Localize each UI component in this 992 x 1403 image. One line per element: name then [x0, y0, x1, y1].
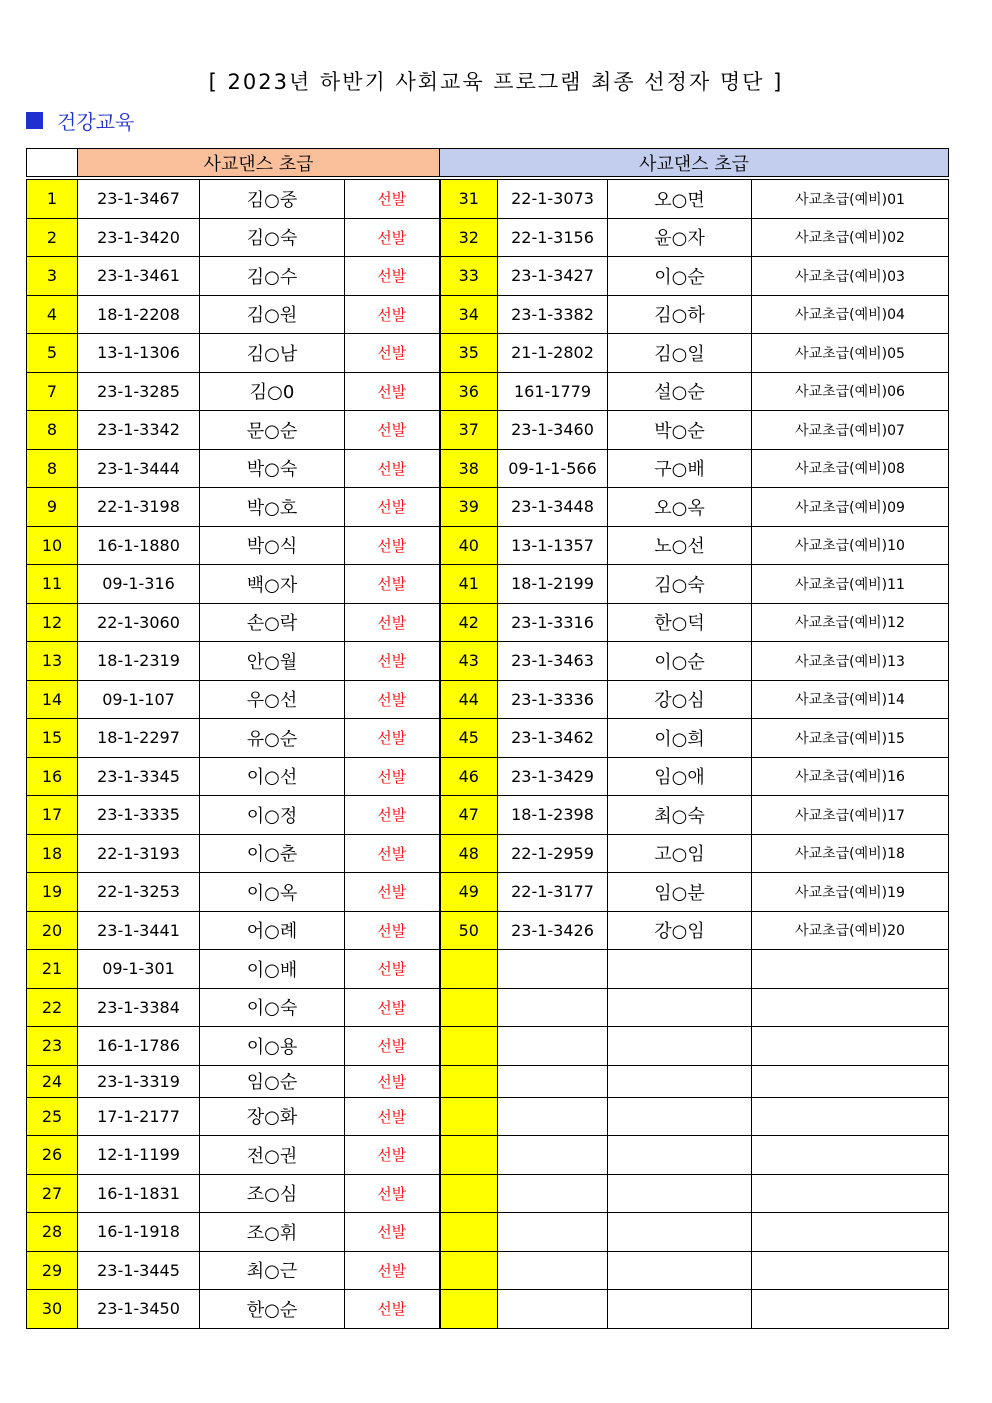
right-status-cell: 사교초급(예비)06: [752, 372, 949, 411]
right-code-cell: [498, 1136, 608, 1175]
left-code-cell: 23-1-3420: [78, 218, 200, 257]
right-number-cell: 44: [440, 680, 498, 719]
left-status-cell: 선발: [345, 1213, 440, 1252]
right-number-cell: 49: [440, 873, 498, 912]
right-status-cell: 사교초급(예비)20: [752, 911, 949, 950]
table-row: [27, 1065, 949, 1097]
left-number-cell: 22: [27, 988, 78, 1027]
right-number-cell: 42: [440, 603, 498, 642]
table-row: [27, 1174, 949, 1213]
right-name-cell: 고○임: [608, 834, 752, 873]
right-code-cell: [498, 1290, 608, 1329]
right-status-cell: 사교초급(예비)14: [752, 680, 949, 719]
left-name-cell: 이○정: [200, 796, 345, 835]
right-number-cell: 46: [440, 757, 498, 796]
square-bullet-icon: [26, 112, 43, 129]
table-row: [27, 834, 949, 873]
right-number-cell: [440, 1097, 498, 1136]
right-name-cell: 강○심: [608, 680, 752, 719]
right-status-cell: 사교초급(예비)12: [752, 603, 949, 642]
header-right-title: 사교댄스 초급: [440, 149, 949, 177]
left-name-cell: 전○권: [200, 1136, 345, 1175]
right-code-cell: 22-1-3156: [498, 218, 608, 257]
right-code-cell: 23-1-3460: [498, 411, 608, 450]
left-code-cell: 09-1-316: [78, 565, 200, 604]
left-number-cell: 8: [27, 449, 78, 488]
left-code-cell: 09-1-301: [78, 950, 200, 989]
left-name-cell: 이○춘: [200, 834, 345, 873]
right-status-cell: [752, 1065, 949, 1097]
table-row: [27, 411, 949, 450]
right-status-cell: [752, 950, 949, 989]
left-name-cell: 최○근: [200, 1251, 345, 1290]
right-code-cell: 23-1-3427: [498, 257, 608, 296]
right-status-cell: [752, 1097, 949, 1136]
section-heading: [26, 106, 134, 135]
left-code-cell: 23-1-3445: [78, 1251, 200, 1290]
header-corner: [27, 149, 78, 177]
right-code-cell: 23-1-3316: [498, 603, 608, 642]
right-code-cell: 18-1-2199: [498, 565, 608, 604]
left-number-cell: 12: [27, 603, 78, 642]
left-code-cell: 23-1-3467: [78, 180, 200, 219]
table-row: [27, 757, 949, 796]
left-name-cell: 김○숙: [200, 218, 345, 257]
left-status-cell: 선발: [345, 834, 440, 873]
left-status-cell: 선발: [345, 911, 440, 950]
table-header: [26, 148, 949, 177]
left-number-cell: 10: [27, 526, 78, 565]
left-name-cell: 백○자: [200, 565, 345, 604]
left-code-cell: 23-1-3319: [78, 1065, 200, 1097]
left-name-cell: 박○식: [200, 526, 345, 565]
right-number-cell: 38: [440, 449, 498, 488]
right-number-cell: 31: [440, 180, 498, 219]
left-name-cell: 김○0: [200, 372, 345, 411]
table-row: [27, 526, 949, 565]
left-code-cell: 16-1-1831: [78, 1174, 200, 1213]
right-number-cell: 35: [440, 334, 498, 373]
left-name-cell: 김○원: [200, 295, 345, 334]
left-code-cell: 16-1-1786: [78, 1027, 200, 1066]
right-code-cell: 23-1-3462: [498, 719, 608, 758]
table-row: [27, 642, 949, 681]
right-code-cell: 13-1-1357: [498, 526, 608, 565]
left-status-cell: 선발: [345, 334, 440, 373]
right-code-cell: [498, 1027, 608, 1066]
right-code-cell: 18-1-2398: [498, 796, 608, 835]
left-name-cell: 김○중: [200, 180, 345, 219]
section-label: 건강교육: [57, 110, 135, 134]
left-number-cell: 21: [27, 950, 78, 989]
left-status-cell: 선발: [345, 1065, 440, 1097]
right-name-cell: [608, 1174, 752, 1213]
right-status-cell: [752, 1174, 949, 1213]
left-status-cell: 선발: [345, 719, 440, 758]
table-row: [27, 1136, 949, 1175]
left-code-cell: 23-1-3285: [78, 372, 200, 411]
left-code-cell: 23-1-3444: [78, 449, 200, 488]
left-status-cell: 선발: [345, 372, 440, 411]
left-status-cell: 선발: [345, 180, 440, 219]
right-number-cell: 33: [440, 257, 498, 296]
page-title: [ 2023년 하반기 사회교육 프로그램 최종 선정자 명단 ]: [208, 70, 784, 94]
left-status-cell: 선발: [345, 873, 440, 912]
right-code-cell: 23-1-3448: [498, 488, 608, 527]
right-status-cell: [752, 1136, 949, 1175]
right-status-cell: [752, 1213, 949, 1252]
right-code-cell: 23-1-3336: [498, 680, 608, 719]
right-name-cell: [608, 988, 752, 1027]
left-code-cell: 18-1-2319: [78, 642, 200, 681]
left-number-cell: 16: [27, 757, 78, 796]
right-number-cell: 43: [440, 642, 498, 681]
left-name-cell: 이○선: [200, 757, 345, 796]
right-code-cell: 23-1-3382: [498, 295, 608, 334]
right-status-cell: 사교초급(예비)02: [752, 218, 949, 257]
header-left-title: 사교댄스 초급: [78, 149, 440, 177]
right-code-cell: 21-1-2802: [498, 334, 608, 373]
right-number-cell: [440, 1213, 498, 1252]
right-code-cell: 23-1-3463: [498, 642, 608, 681]
right-name-cell: 최○숙: [608, 796, 752, 835]
right-number-cell: [440, 1251, 498, 1290]
left-number-cell: 29: [27, 1251, 78, 1290]
table-row: [27, 372, 949, 411]
left-status-cell: 선발: [345, 988, 440, 1027]
left-status-cell: 선발: [345, 642, 440, 681]
left-code-cell: 16-1-1880: [78, 526, 200, 565]
right-status-cell: [752, 988, 949, 1027]
right-status-cell: 사교초급(예비)16: [752, 757, 949, 796]
right-code-cell: 22-1-3177: [498, 873, 608, 912]
right-number-cell: [440, 1027, 498, 1066]
right-name-cell: 임○분: [608, 873, 752, 912]
left-number-cell: 17: [27, 796, 78, 835]
left-number-cell: 14: [27, 680, 78, 719]
left-code-cell: 23-1-3384: [78, 988, 200, 1027]
table-row: [27, 796, 949, 835]
right-code-cell: 09-1-1-566: [498, 449, 608, 488]
left-name-cell: 우○선: [200, 680, 345, 719]
left-status-cell: 선발: [345, 1027, 440, 1066]
right-status-cell: 사교초급(예비)15: [752, 719, 949, 758]
left-status-cell: 선발: [345, 1136, 440, 1175]
left-status-cell: 선발: [345, 218, 440, 257]
right-number-cell: 45: [440, 719, 498, 758]
left-status-cell: 선발: [345, 257, 440, 296]
right-status-cell: [752, 1290, 949, 1329]
right-number-cell: [440, 1136, 498, 1175]
table-row: [27, 719, 949, 758]
right-name-cell: [608, 1097, 752, 1136]
table-row: [27, 950, 949, 989]
left-name-cell: 이○옥: [200, 873, 345, 912]
right-name-cell: 강○임: [608, 911, 752, 950]
right-number-cell: [440, 950, 498, 989]
right-name-cell: [608, 1027, 752, 1066]
left-status-cell: 선발: [345, 950, 440, 989]
left-status-cell: 선발: [345, 565, 440, 604]
left-number-cell: 8: [27, 411, 78, 450]
right-status-cell: 사교초급(예비)18: [752, 834, 949, 873]
right-number-cell: 32: [440, 218, 498, 257]
right-name-cell: [608, 1290, 752, 1329]
left-name-cell: 이○용: [200, 1027, 345, 1066]
left-status-cell: 선발: [345, 680, 440, 719]
left-status-cell: 선발: [345, 526, 440, 565]
left-number-cell: 7: [27, 372, 78, 411]
right-name-cell: 이○희: [608, 719, 752, 758]
table-row: [27, 565, 949, 604]
left-number-cell: 5: [27, 334, 78, 373]
table-row: [27, 488, 949, 527]
right-number-cell: 41: [440, 565, 498, 604]
right-number-cell: [440, 1174, 498, 1213]
right-status-cell: 사교초급(예비)08: [752, 449, 949, 488]
right-code-cell: 23-1-3426: [498, 911, 608, 950]
left-number-cell: 25: [27, 1097, 78, 1136]
right-status-cell: 사교초급(예비)17: [752, 796, 949, 835]
left-code-cell: 23-1-3441: [78, 911, 200, 950]
left-name-cell: 손○락: [200, 603, 345, 642]
right-code-cell: [498, 1065, 608, 1097]
left-code-cell: 23-1-3345: [78, 757, 200, 796]
right-number-cell: 47: [440, 796, 498, 835]
left-code-cell: 22-1-3198: [78, 488, 200, 527]
right-status-cell: 사교초급(예비)01: [752, 180, 949, 219]
table-row: [27, 295, 949, 334]
right-number-cell: 50: [440, 911, 498, 950]
right-number-cell: 48: [440, 834, 498, 873]
left-number-cell: 28: [27, 1213, 78, 1252]
right-name-cell: 한○덕: [608, 603, 752, 642]
right-status-cell: 사교초급(예비)04: [752, 295, 949, 334]
left-name-cell: 안○월: [200, 642, 345, 681]
right-status-cell: 사교초급(예비)07: [752, 411, 949, 450]
right-code-cell: 22-1-2959: [498, 834, 608, 873]
right-name-cell: 임○애: [608, 757, 752, 796]
left-code-cell: 16-1-1918: [78, 1213, 200, 1252]
left-status-cell: 선발: [345, 1290, 440, 1329]
table-row: [27, 1290, 949, 1329]
left-number-cell: 18: [27, 834, 78, 873]
right-code-cell: [498, 1097, 608, 1136]
left-status-cell: 선발: [345, 488, 440, 527]
right-status-cell: 사교초급(예비)09: [752, 488, 949, 527]
table-row: [27, 218, 949, 257]
left-status-cell: 선발: [345, 1251, 440, 1290]
left-code-cell: 17-1-2177: [78, 1097, 200, 1136]
left-number-cell: 30: [27, 1290, 78, 1329]
left-code-cell: 13-1-1306: [78, 334, 200, 373]
table-row: [27, 911, 949, 950]
left-code-cell: 23-1-3335: [78, 796, 200, 835]
left-code-cell: 18-1-2208: [78, 295, 200, 334]
left-name-cell: 한○순: [200, 1290, 345, 1329]
table-row: [27, 873, 949, 912]
right-number-cell: 39: [440, 488, 498, 527]
right-name-cell: 윤○자: [608, 218, 752, 257]
left-number-cell: 23: [27, 1027, 78, 1066]
table-row: [27, 1027, 949, 1066]
left-number-cell: 24: [27, 1065, 78, 1097]
left-status-cell: 선발: [345, 757, 440, 796]
left-status-cell: 선발: [345, 796, 440, 835]
right-name-cell: 박○순: [608, 411, 752, 450]
table-row: [27, 1213, 949, 1252]
left-code-cell: 18-1-2297: [78, 719, 200, 758]
right-name-cell: [608, 950, 752, 989]
right-name-cell: [608, 1136, 752, 1175]
right-status-cell: 사교초급(예비)05: [752, 334, 949, 373]
right-number-cell: 40: [440, 526, 498, 565]
right-number-cell: 37: [440, 411, 498, 450]
right-name-cell: 오○면: [608, 180, 752, 219]
left-number-cell: 26: [27, 1136, 78, 1175]
left-status-cell: 선발: [345, 1097, 440, 1136]
participant-table: [26, 179, 949, 1329]
right-name-cell: 이○순: [608, 257, 752, 296]
left-name-cell: 조○심: [200, 1174, 345, 1213]
left-name-cell: 어○례: [200, 911, 345, 950]
left-number-cell: 13: [27, 642, 78, 681]
left-name-cell: 박○호: [200, 488, 345, 527]
right-code-cell: 23-1-3429: [498, 757, 608, 796]
left-code-cell: 22-1-3193: [78, 834, 200, 873]
right-name-cell: [608, 1065, 752, 1097]
left-code-cell: 23-1-3461: [78, 257, 200, 296]
right-code-cell: [498, 1213, 608, 1252]
left-number-cell: 19: [27, 873, 78, 912]
right-number-cell: [440, 1065, 498, 1097]
left-name-cell: 김○수: [200, 257, 345, 296]
table-row: [27, 449, 949, 488]
right-status-cell: [752, 1027, 949, 1066]
right-name-cell: [608, 1251, 752, 1290]
left-code-cell: 23-1-3342: [78, 411, 200, 450]
left-name-cell: 임○순: [200, 1065, 345, 1097]
left-code-cell: 12-1-1199: [78, 1136, 200, 1175]
left-name-cell: 이○숙: [200, 988, 345, 1027]
right-status-cell: 사교초급(예비)03: [752, 257, 949, 296]
right-number-cell: [440, 988, 498, 1027]
right-number-cell: 36: [440, 372, 498, 411]
left-number-cell: 1: [27, 180, 78, 219]
right-name-cell: 설○순: [608, 372, 752, 411]
left-status-cell: 선발: [345, 411, 440, 450]
right-status-cell: 사교초급(예비)11: [752, 565, 949, 604]
right-name-cell: 김○숙: [608, 565, 752, 604]
right-name-cell: [608, 1213, 752, 1252]
left-name-cell: 박○숙: [200, 449, 345, 488]
left-name-cell: 장○화: [200, 1097, 345, 1136]
left-number-cell: 15: [27, 719, 78, 758]
right-code-cell: [498, 988, 608, 1027]
right-status-cell: 사교초급(예비)10: [752, 526, 949, 565]
left-status-cell: 선발: [345, 603, 440, 642]
right-code-cell: [498, 950, 608, 989]
table-row: [27, 680, 949, 719]
right-name-cell: 오○옥: [608, 488, 752, 527]
left-number-cell: 20: [27, 911, 78, 950]
left-status-cell: 선발: [345, 1174, 440, 1213]
right-status-cell: [752, 1251, 949, 1290]
left-status-cell: 선발: [345, 449, 440, 488]
left-number-cell: 4: [27, 295, 78, 334]
left-number-cell: 2: [27, 218, 78, 257]
left-number-cell: 27: [27, 1174, 78, 1213]
left-name-cell: 유○순: [200, 719, 345, 758]
table-row: [27, 988, 949, 1027]
right-name-cell: 김○일: [608, 334, 752, 373]
left-name-cell: 문○순: [200, 411, 345, 450]
table-row: [27, 180, 949, 219]
right-number-cell: 34: [440, 295, 498, 334]
left-number-cell: 3: [27, 257, 78, 296]
table-row: [27, 257, 949, 296]
left-number-cell: 11: [27, 565, 78, 604]
table-row: [27, 1251, 949, 1290]
right-name-cell: 구○배: [608, 449, 752, 488]
right-code-cell: 22-1-3073: [498, 180, 608, 219]
table-row: [27, 603, 949, 642]
table-row: [27, 334, 949, 373]
right-code-cell: 161-1779: [498, 372, 608, 411]
left-name-cell: 조○휘: [200, 1213, 345, 1252]
left-code-cell: 22-1-3253: [78, 873, 200, 912]
right-code-cell: [498, 1174, 608, 1213]
left-name-cell: 이○배: [200, 950, 345, 989]
right-status-cell: 사교초급(예비)19: [752, 873, 949, 912]
right-number-cell: [440, 1290, 498, 1329]
right-code-cell: [498, 1251, 608, 1290]
right-name-cell: 김○하: [608, 295, 752, 334]
left-status-cell: 선발: [345, 295, 440, 334]
left-number-cell: 9: [27, 488, 78, 527]
right-name-cell: 이○순: [608, 642, 752, 681]
right-status-cell: 사교초급(예비)13: [752, 642, 949, 681]
left-code-cell: 09-1-107: [78, 680, 200, 719]
right-name-cell: 노○선: [608, 526, 752, 565]
left-code-cell: 23-1-3450: [78, 1290, 200, 1329]
left-name-cell: 김○남: [200, 334, 345, 373]
left-code-cell: 22-1-3060: [78, 603, 200, 642]
table-row: [27, 1097, 949, 1136]
